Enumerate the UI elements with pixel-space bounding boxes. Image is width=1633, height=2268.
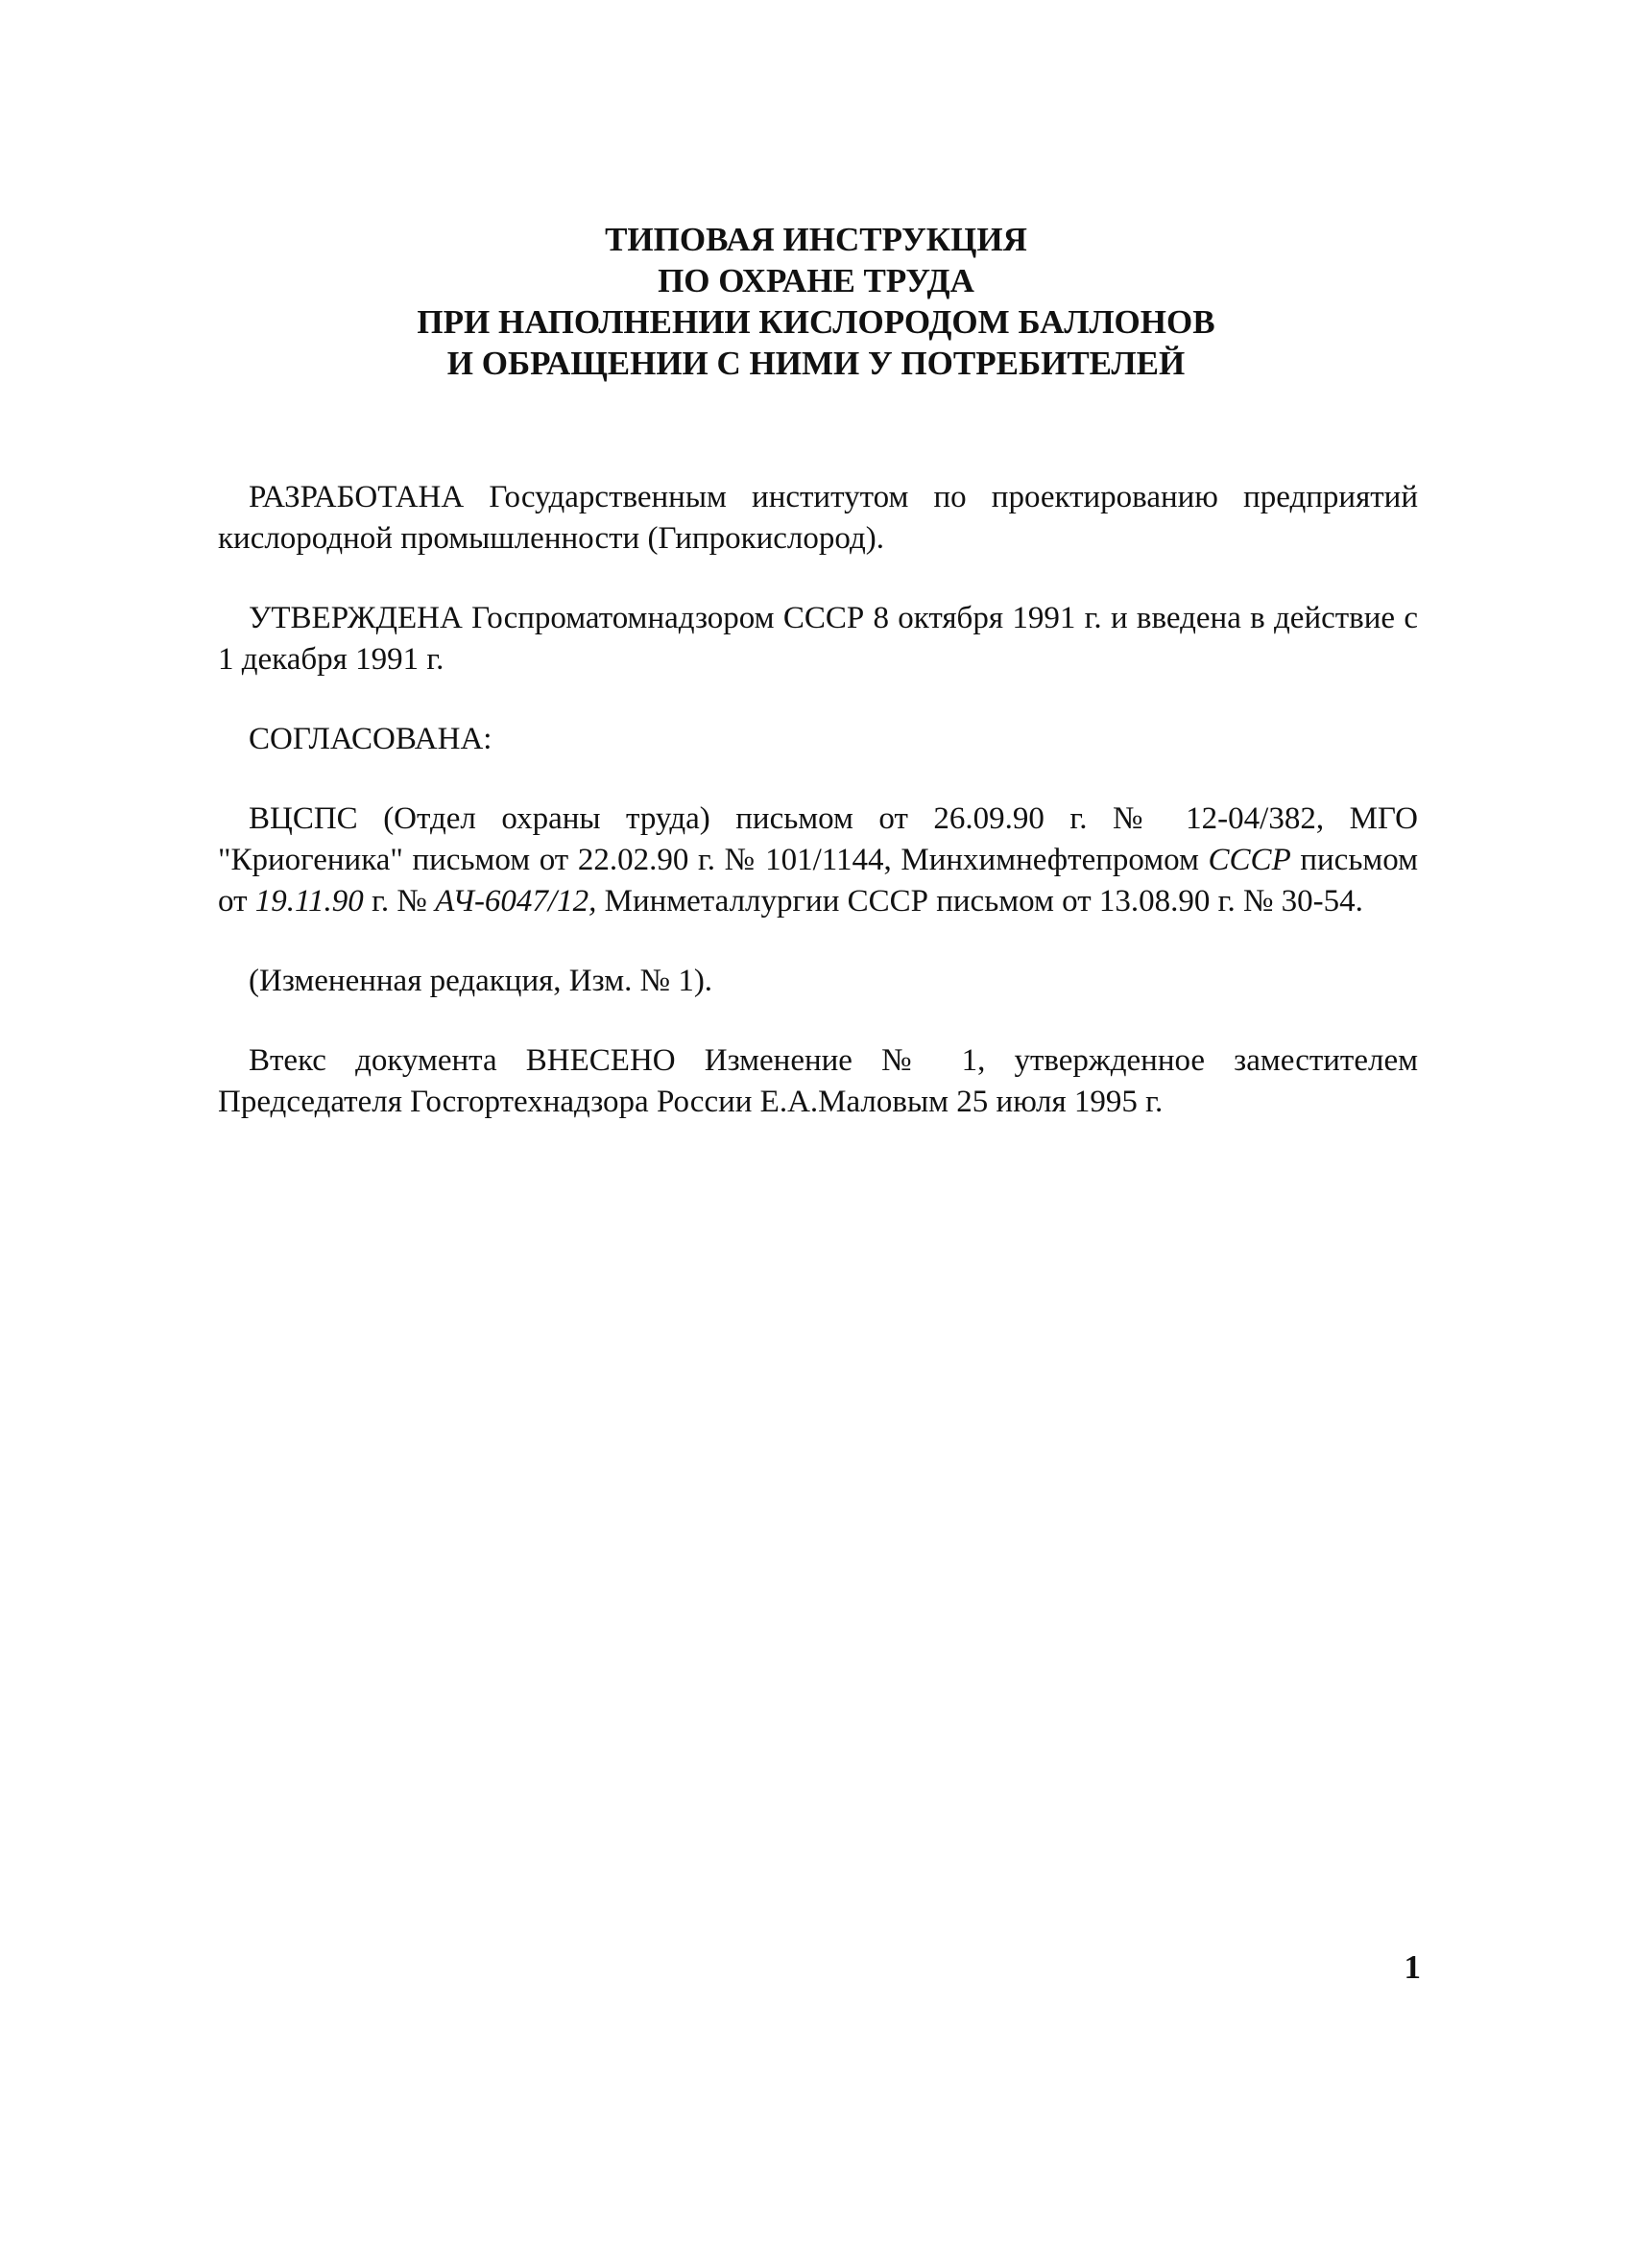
agreed-text-a: ВЦСПС (Отдел охраны труда) письмом от 26.09.90 г. № 12-04/382, МГО "Криогеника" письмом от 22.02.90 г. № 101/1144, Минхимнефтепромом bbox=[218, 801, 1418, 877]
title-line-2: ПО ОХРАНЕ ТРУДА bbox=[658, 262, 974, 299]
document-title bbox=[221, 219, 1411, 384]
paragraph-developed: РАЗРАБОТАНА Государственным институтом по проектированию предприятий кислородной промышленности (Гипрокислород). bbox=[218, 480, 1418, 556]
page-number: 1 bbox=[1404, 1948, 1421, 1986]
title-line-4: И ОБРАЩЕНИИ С НИМИ У ПОТРЕБИТЕЛЕЙ bbox=[446, 345, 1186, 382]
agreed-text-italic-2: 19.11.90 bbox=[254, 884, 364, 919]
agreed-text-italic-3: АЧ-6047/12, bbox=[435, 884, 597, 919]
paragraph-agreed-heading: СОГЛАСОВАНА: bbox=[249, 722, 492, 756]
paragraph-approved: УТВЕРЖДЕНА Госпроматомнадзором СССР 8 октября 1991 г. и введена в действие с 1 декабря 1991 г. bbox=[218, 601, 1418, 677]
agreed-text-d: Минметаллургии СССР письмом от 13.08.90 г. № 30-54. bbox=[596, 884, 1363, 919]
agreed-text-b: письмом от bbox=[218, 843, 1418, 919]
title-line-1: ТИПОВАЯ ИНСТРУКЦИЯ bbox=[605, 221, 1027, 258]
agreed-text-c: г. № bbox=[363, 884, 436, 919]
paragraph-amendment: Втекс документа ВНЕСЕНО Изменение № 1, утвержденное заместителем Председателя Госгортехнадзора России Е.А.Маловым 25 июля 1995 г. bbox=[218, 1043, 1418, 1119]
paragraph-revision: (Измененная редакция, Изм. № 1). bbox=[249, 964, 713, 998]
title-line-3: ПРИ НАПОЛНЕНИИ КИСЛОРОДОМ БАЛЛОНОВ bbox=[417, 303, 1215, 341]
paragraph-agreed-list bbox=[218, 799, 1418, 922]
document-body bbox=[218, 477, 1418, 1161]
agreed-text-italic-1: СССР bbox=[1208, 843, 1291, 877]
